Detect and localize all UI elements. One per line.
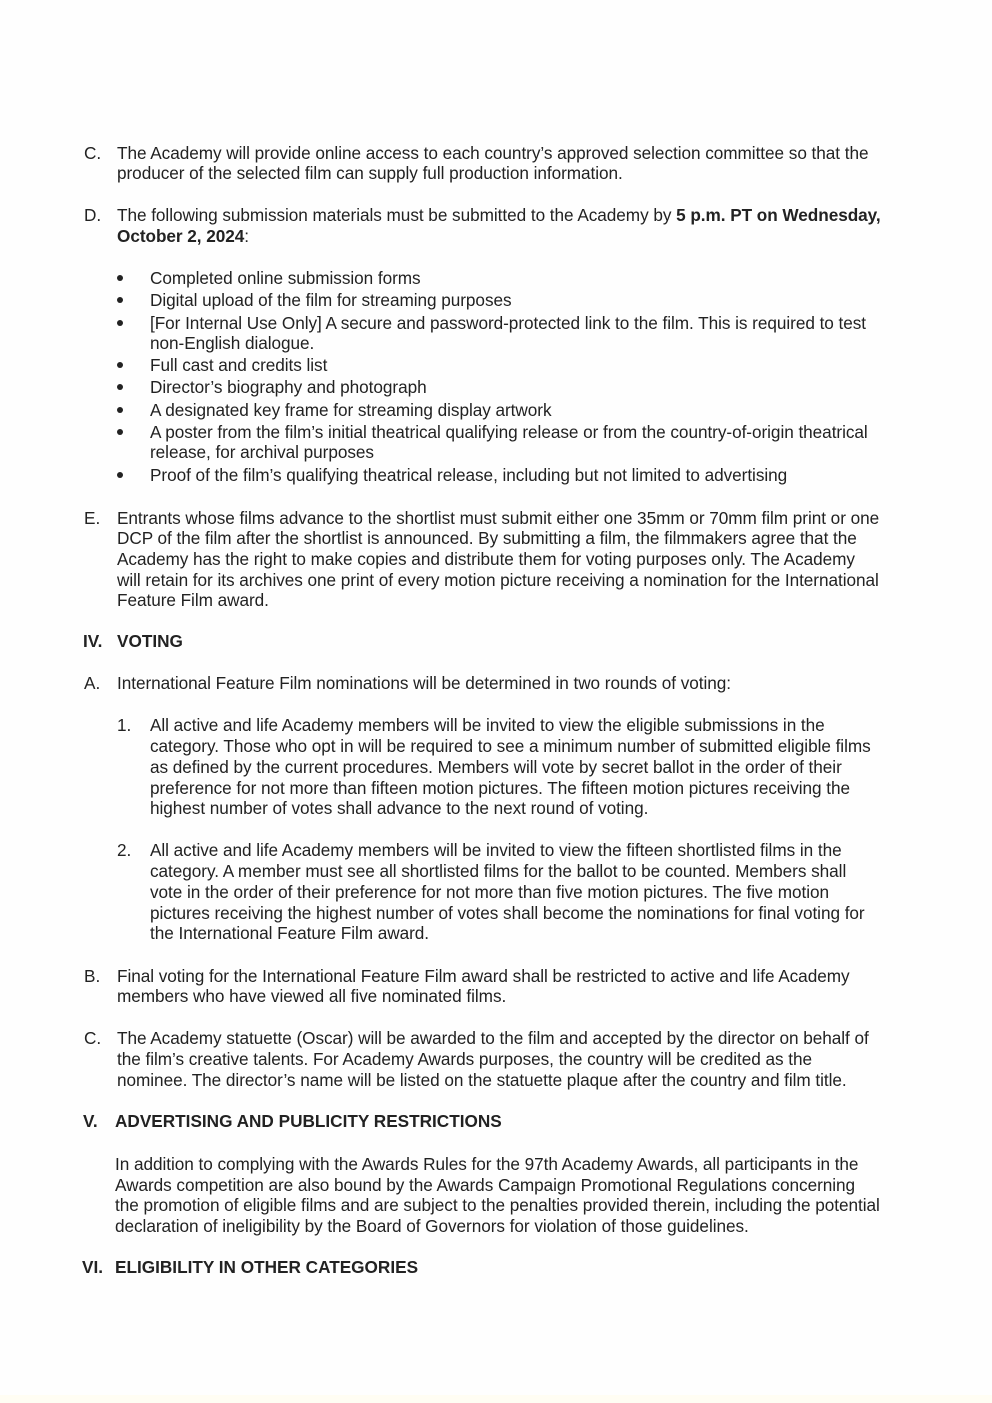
paragraph-line: will retain for its archives one print of every motion picture receiving a nomination for the International xyxy=(117,570,879,590)
paragraph-line: highest number of votes shall advance to the next round of voting. xyxy=(150,798,649,818)
paragraph-line: as defined by the current procedures. Members will vote by secret ballot in the order of their xyxy=(150,757,842,777)
section-heading: ADVERTISING AND PUBLICITY RESTRICTIONS xyxy=(115,1111,502,1131)
item-number: 1. xyxy=(117,715,132,735)
paragraph-line: producer of the selected film can supply full production information. xyxy=(117,163,623,183)
item-label: E. xyxy=(84,508,101,528)
paragraph-line: category. Those who opt in will be required to see a minimum number of submitted eligible films xyxy=(150,736,871,756)
deadline-intro: The following submission materials must be submitted to the Academy by xyxy=(117,205,677,225)
item-label: C. xyxy=(84,143,102,163)
paragraph-line: The Academy statuette (Oscar) will be awarded to the film and accepted by the director on behalf of xyxy=(117,1028,869,1048)
item-label: C. xyxy=(84,1028,102,1048)
paragraph-line xyxy=(117,205,881,226)
paragraph-line: members who have viewed all five nominated films. xyxy=(117,986,507,1006)
paragraph-line: In addition to complying with the Awards Rules for the 97th Academy Awards, all participants in the xyxy=(115,1154,859,1174)
list-item-text: A designated key frame for streaming display artwork xyxy=(150,400,552,420)
paragraph-line: preference for not more than fifteen motion pictures. The fifteen motion pictures receiving the xyxy=(150,778,850,798)
paragraph-line: the film’s creative talents. For Academy Awards purposes, the country will be credited as the xyxy=(117,1049,812,1069)
list-item-text: Digital upload of the film for streaming purposes xyxy=(150,290,512,310)
bullet-icon xyxy=(117,429,123,435)
paragraph-line: DCP of the film after the shortlist is announced. By submitting a film, the filmmakers agree that the xyxy=(117,528,857,548)
list-item-text: Completed online submission forms xyxy=(150,268,421,288)
list-item-text: A poster from the film’s initial theatrical qualifying release or from the country-of-origin theatrical xyxy=(150,422,868,442)
bullet-icon xyxy=(117,407,123,413)
paragraph-line: International Feature Film nominations will be determined in two rounds of voting: xyxy=(117,673,732,693)
list-item-text: [For Internal Use Only] A secure and password-protected link to the film. This is required to test xyxy=(150,313,867,333)
list-item-text: Proof of the film’s qualifying theatrical release, including but not limited to advertising xyxy=(150,465,788,485)
section-heading: VOTING xyxy=(117,631,183,651)
paragraph-line: Awards competition are also bound by the Awards Campaign Promotional Regulations concerning xyxy=(115,1175,856,1195)
list-item-text: Full cast and credits list xyxy=(150,355,328,375)
bullet-icon xyxy=(117,362,123,368)
bullet-icon xyxy=(117,384,123,390)
paragraph-line: pictures receiving the highest number of votes shall become the nominations for final voting for xyxy=(150,903,865,923)
paragraph-line: All active and life Academy members will be invited to view the eligible submissions in the xyxy=(150,715,825,735)
paragraph-line: Final voting for the International Feature Film award shall be restricted to active and life Academy xyxy=(117,966,850,986)
paragraph-line: category. A member must see all shortlisted films for the ballot to be counted. Members shall xyxy=(150,861,847,881)
section-heading: ELIGIBILITY IN OTHER CATEGORIES xyxy=(115,1257,419,1277)
section-numeral: V. xyxy=(83,1111,98,1131)
list-item-text: release, for archival purposes xyxy=(150,442,374,462)
paragraph-line: declaration of ineligibility by the Board of Governors for violation of those guidelines. xyxy=(115,1216,749,1236)
paragraph-line: Entrants whose films advance to the shortlist must submit either one 35mm or 70mm film print or one xyxy=(117,508,880,528)
section-numeral: VI. xyxy=(82,1257,104,1277)
paragraph-line: Feature Film award. xyxy=(117,590,269,610)
punctuation: : xyxy=(244,226,250,246)
bullet-icon xyxy=(117,297,123,303)
bullet-icon xyxy=(117,320,123,326)
list-item-text: Director’s biography and photograph xyxy=(150,377,427,397)
paragraph-line: All active and life Academy members will be invited to view the fifteen shortlisted films in the xyxy=(150,840,842,860)
bullet-icon xyxy=(117,472,123,478)
paragraph-line: the promotion of eligible films and are subject to the penalties provided therein, including the potential xyxy=(115,1195,880,1215)
paragraph-line: vote in the order of their preference for not more than five motion pictures. The five motion xyxy=(150,882,830,902)
list-item-text: non-English dialogue. xyxy=(150,333,315,353)
page-bottom-edge xyxy=(0,1395,992,1403)
section-numeral: IV. xyxy=(83,631,103,651)
deadline-date: October 2, 2024 xyxy=(117,226,245,246)
paragraph-line: the International Feature Film award. xyxy=(150,923,430,943)
bullet-icon xyxy=(117,275,123,281)
deadline-time: 5 p.m. PT on Wednesday, xyxy=(676,205,881,225)
item-label: A. xyxy=(84,673,101,693)
item-label: D. xyxy=(84,205,102,225)
item-number: 2. xyxy=(117,840,132,860)
paragraph-line xyxy=(117,226,249,247)
paragraph-line: The Academy will provide online access to each country’s approved selection committee so that the xyxy=(117,143,869,163)
paragraph-line: nominee. The director’s name will be listed on the statuette plaque after the country and film title. xyxy=(117,1070,847,1090)
item-label: B. xyxy=(84,966,101,986)
paragraph-line: Academy has the right to make copies and distribute them for voting purposes only. The Academy xyxy=(117,549,855,569)
